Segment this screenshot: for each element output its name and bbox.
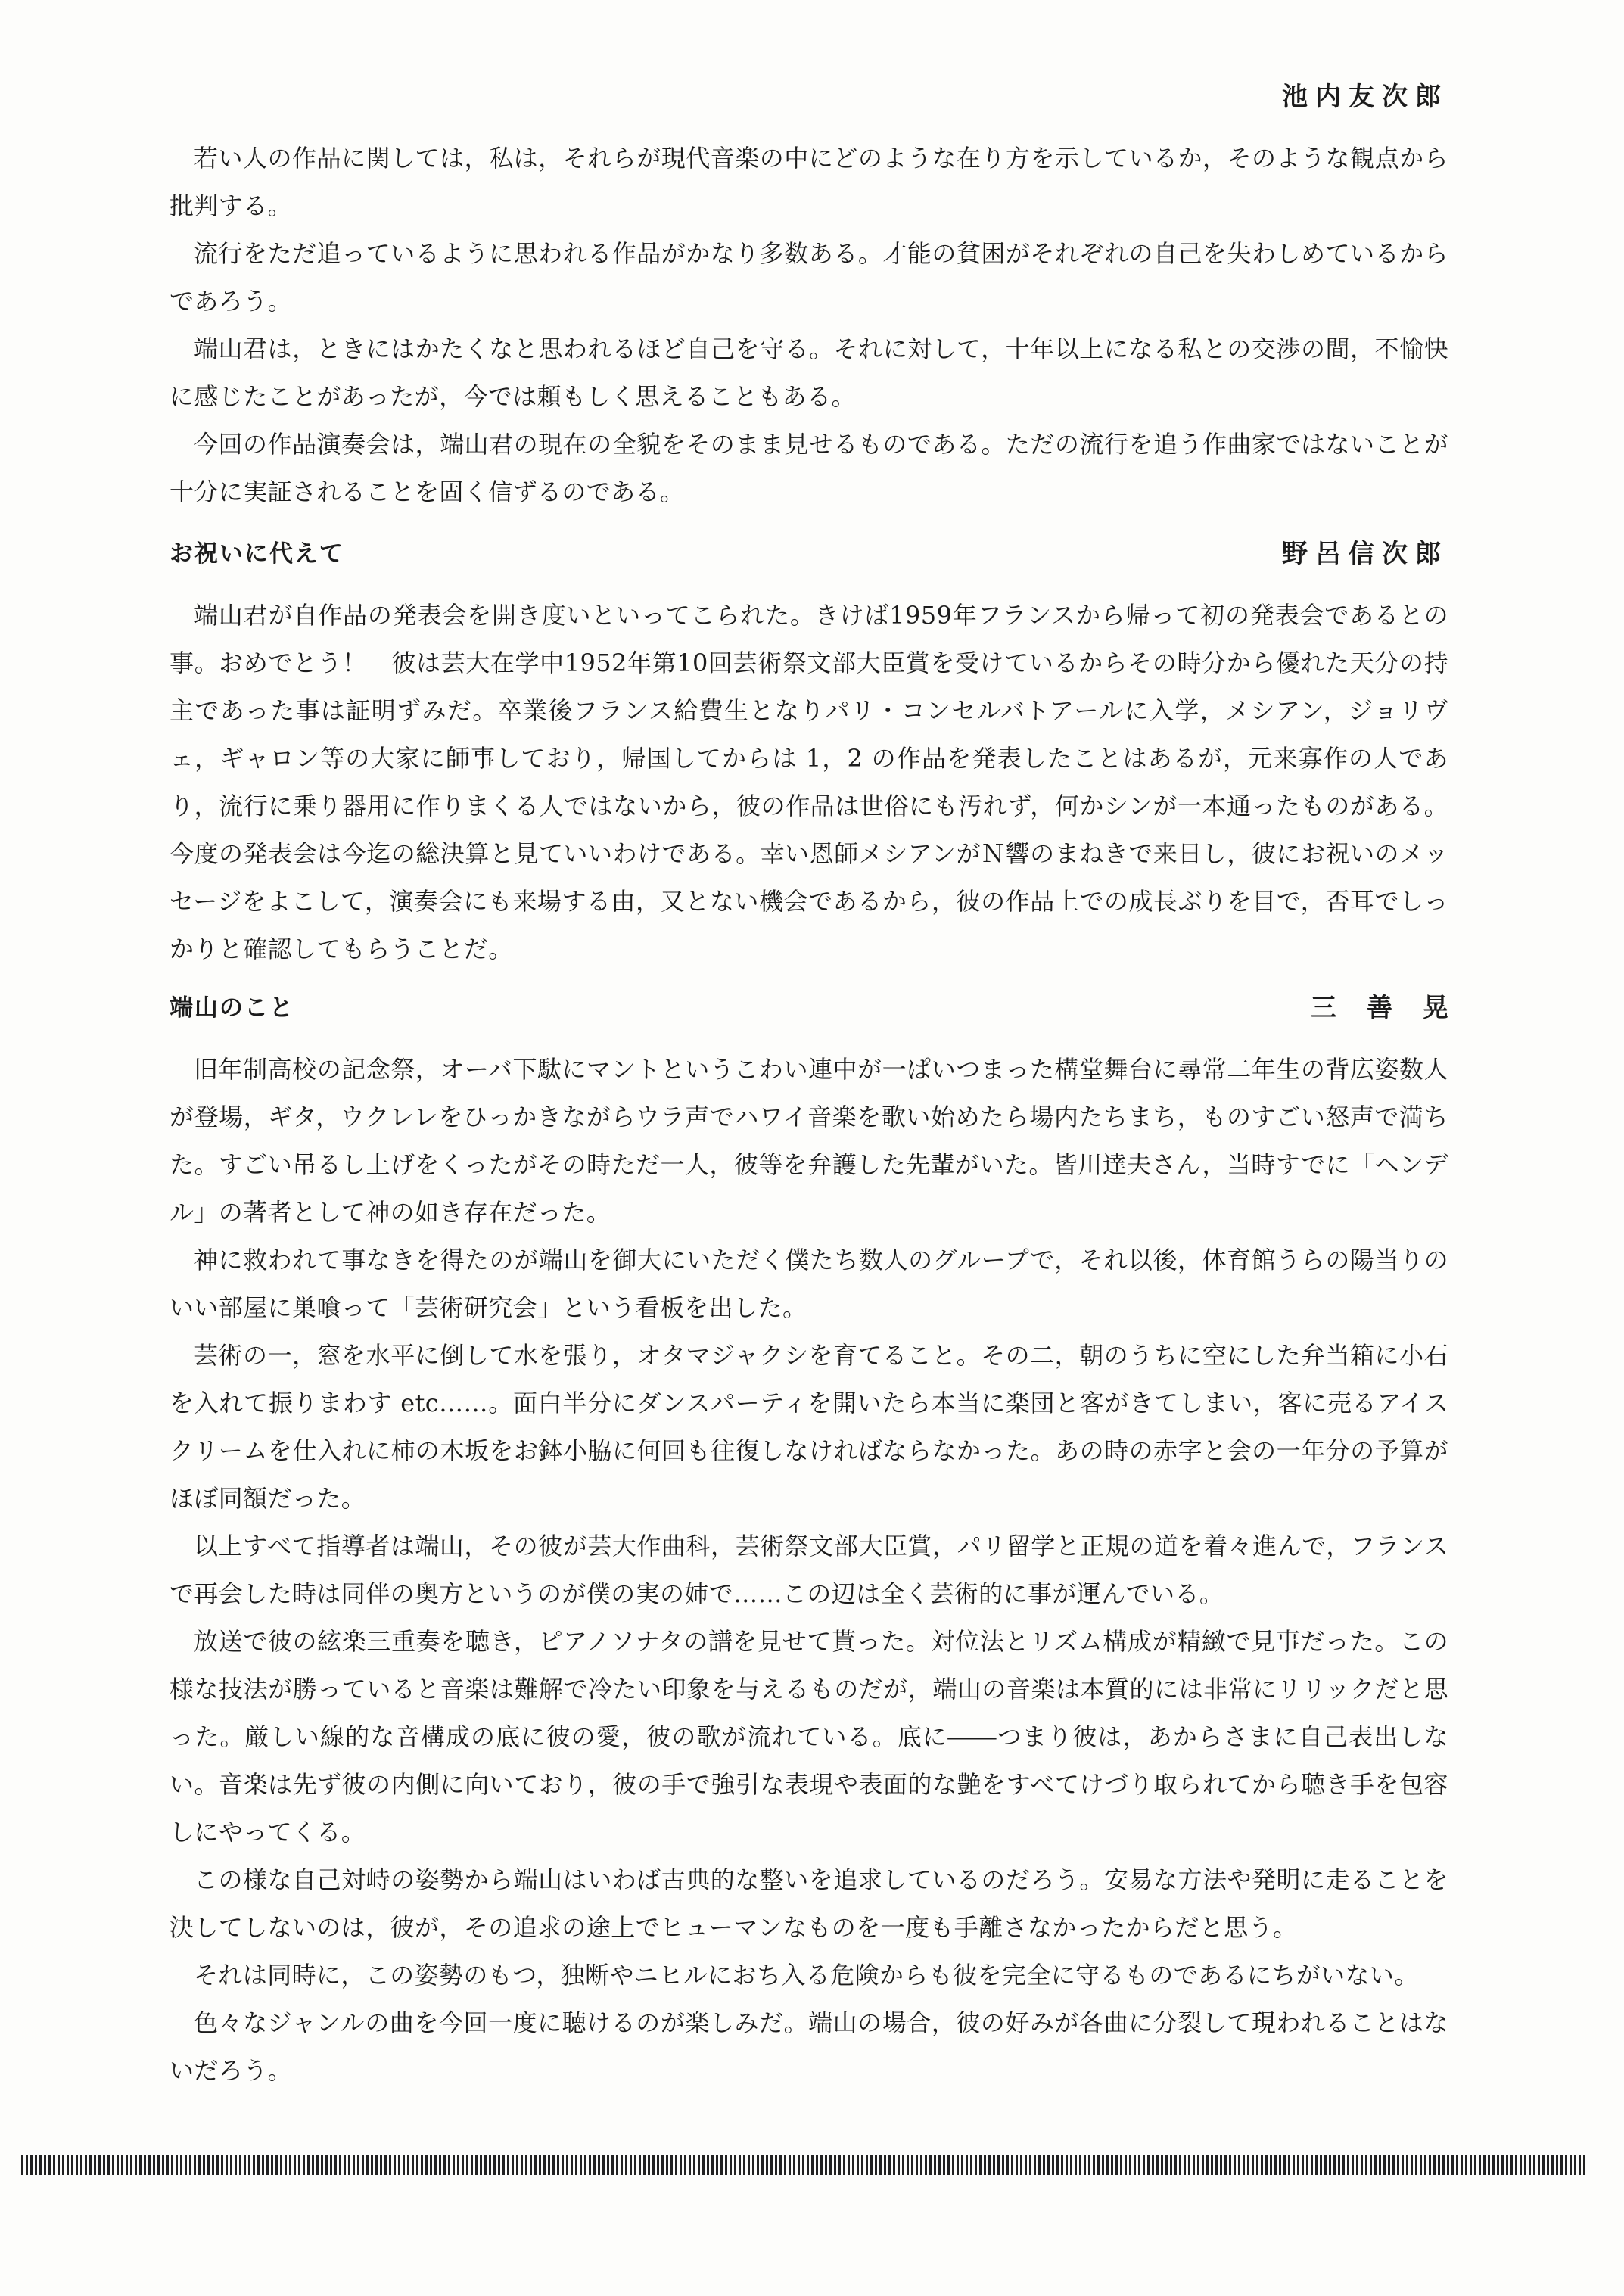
bottom-decorative-rule	[21, 2155, 1585, 2175]
section-header	[170, 993, 1479, 1046]
paragraph: 端山君は，ときにはかたくなと思われるほど自己を守る。それに対して，十年以上になる私との交渉の間，不愉快に感じたことがあったが，今では頼もしく思えることもある。	[170, 334, 1448, 411]
paragraph: 芸術の一，窓を水平に倒して水を張り，オタマジャクシを育てること。その二，朝のうちに空にした弁当箱に小石を入れて振りまわす etc……。面白半分にダンスパーティを開いたら本当に楽団と客がきてしまい，客に売るアイスクリームを仕入れに柿の木坂をお鉢小脇に何回も往復しなければならなかった。あの時の赤字と会の一年分の予算がほぼ同額だった。	[170, 1341, 1448, 1513]
paragraph: 今回の作品演奏会は，端山君の現在の全貌をそのまま見せるものである。ただの流行を追う作曲家ではないことが十分に実証されることを固く信ずるのである。	[170, 430, 1448, 506]
section-ikenouchi	[170, 82, 1448, 516]
paragraph: 放送で彼の絃楽三重奏を聴き，ピアノソナタの譜を見せて貰った。対位法とリズム構成が精緻で見事だった。この様な技法が勝っていると音楽は難解で冷たい印象を与えるものだが，端山の音楽は本質的には非常にリリックだと思った。厳しい線的な音構成の底に彼の愛，彼の歌が流れている。底に――つまり彼は，あからさまに自己表出しない。音楽は先ず彼の内側に向いており，彼の手で強引な表現や表面的な艶をすべてけづり取られてから聴き手を包容しにやってくる。	[170, 1627, 1448, 1846]
paragraph: 色々なジャンルの曲を今回一度に聴けるのが楽しみだ。端山の場合，彼の好みが各曲に分裂して現われることはないだろう。	[170, 2008, 1448, 2085]
paragraph: この様な自己対峙の姿勢から端山はいわば古典的な整いを追求しているのだろう。安易な方法や発明に走ることを決してしないのは，彼が，その追求の途上でヒューマンなものを一度も手離さなかったからだと思う。	[170, 1865, 1448, 1942]
author-name: 三善晃	[1311, 993, 1479, 1023]
section-title: 端山のこと	[170, 994, 294, 1022]
section-header	[170, 82, 1448, 135]
section-celebration	[170, 539, 1448, 973]
section-hayama	[170, 993, 1479, 2095]
author-name: 野呂信次郎	[1282, 539, 1448, 569]
paragraph: 以上すべて指導者は端山，その彼が芸大作曲科，芸術祭文部大臣賞，パリ留学と正規の道を着々進んで，フランスで再会した時は同伴の奥方というのが僕の実の姉で……この辺は全く芸術的に事が運んでいる。	[170, 1532, 1448, 1608]
paragraph: 端山君が自作品の発表会を開き度いといってこられた。きけば1959年フランスから帰って初の発表会であるとの事。おめでとう！ 彼は芸大在学中1952年第10回芸術祭文部大臣賞を受けているからその時分から優れた天分の持主であった事は証明ずみだ。卒業後フランス給費生となりパリ・コンセルバトアールに入学，メシアン，ジョリヴェ，ギャロン等の大家に師事しており，帰国してからは 1，2 の作品を発表したことはあるが，元来寡作の人であり，流行に乗り器用に作りまくる人ではないから，彼の作品は世俗にも汚れず，何かシンが一本通ったものがある。今度の発表会は今迄の総決算と見ていいわけである。幸い恩師メシアンがＮ響のまねきで来日し，彼にお祝いのメッセージをよこして，演奏会にも来場する由，又とない機会であるから，彼の作品上での成長ぶりを目で，否耳でしっかりと確認してもらうことだ。	[170, 601, 1448, 963]
paragraph: 神に救われて事なきを得たのが端山を御大にいただく僕たち数人のグループで，それ以後，体育館うらの陽当りのいい部屋に巣喰って「芸術研究会」という看板を出した。	[170, 1246, 1448, 1322]
section-title: お祝いに代えて	[170, 540, 344, 568]
paragraph: それは同時に，この姿勢のもつ，独断やニヒルにおち入る危険からも彼を完全に守るものであるにちがいない。	[194, 1961, 1419, 1990]
author-name: 池内友次郎	[1282, 82, 1448, 112]
paragraph: 流行をただ追っているように思われる作品がかなり多数ある。才能の貧困がそれぞれの自己を失わしめているからであろう。	[170, 239, 1448, 316]
section-header	[170, 539, 1448, 592]
paragraph: 旧年制高校の記念祭，オーバ下駄にマントというこわい連中が一ぱいつまった構堂舞台に尋常二年生の背広姿数人が登場，ギタ，ウクレレをひっかきながらウラ声でハワイ音楽を歌い始めたら場内たちまち，ものすごい怒声で満ちた。すごい吊るし上げをくったがその時ただ一人，彼等を弁護した先輩がいた。皆川達夫さん，当時すでに「ヘンデル」の著者として神の如き存在だった。	[170, 1055, 1448, 1227]
paragraph: 若い人の作品に関しては，私は，それらが現代音楽の中にどのような在り方を示しているか，そのような観点から批判する。	[170, 144, 1448, 220]
